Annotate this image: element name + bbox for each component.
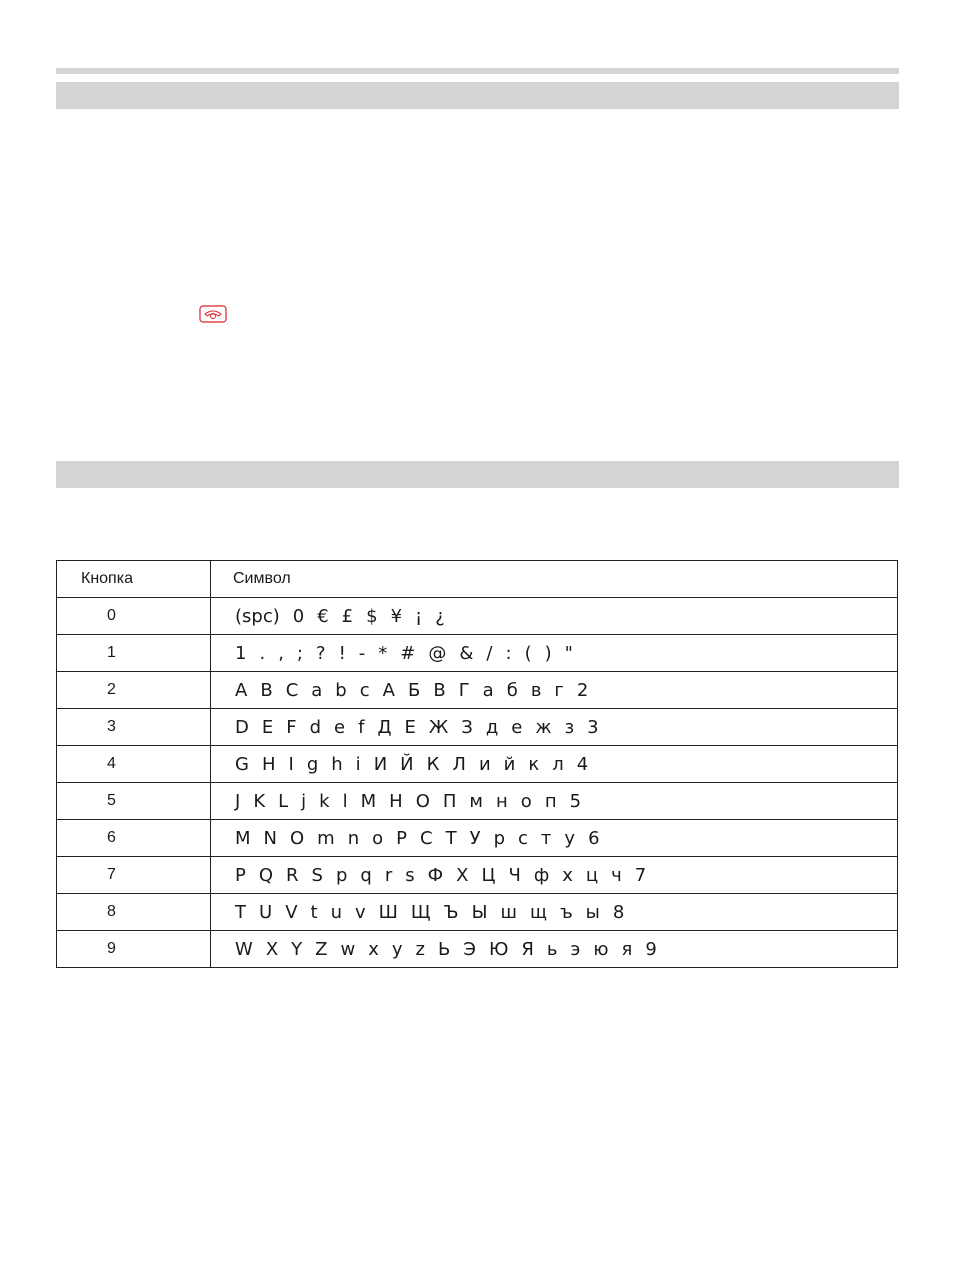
symbol: с [518, 827, 528, 849]
symbol: $ [366, 605, 378, 627]
table-row [57, 857, 898, 894]
symbol: 5 [569, 790, 582, 812]
symbol: F [286, 716, 297, 738]
symbol-list [211, 635, 898, 672]
symbol: и [478, 753, 491, 775]
symbol: X [265, 938, 279, 960]
symbol-list [211, 672, 898, 709]
symbol: U [259, 901, 273, 923]
top-rule [56, 68, 899, 74]
symbol: ¿ [435, 605, 445, 627]
symbol: ъ [559, 901, 573, 923]
symbol: й [503, 753, 516, 775]
key-label: 1 [57, 635, 211, 672]
symbol: g [306, 753, 319, 775]
table-row [57, 672, 898, 709]
key-label: 5 [57, 783, 211, 820]
symbol: G [235, 753, 249, 775]
symbol: z [415, 938, 425, 960]
symbol: f [358, 716, 365, 738]
symbol: * [378, 642, 388, 664]
table-row [57, 894, 898, 931]
symbol: 9 [645, 938, 657, 960]
symbol: Э [463, 938, 476, 960]
symbol: я [621, 938, 633, 960]
symbol: з [564, 716, 575, 738]
symbol: ? [316, 642, 326, 664]
symbol: 3 [587, 716, 599, 738]
symbol: . [259, 642, 266, 664]
symbol: @ [428, 642, 447, 664]
symbol: j [301, 790, 307, 812]
symbol: А [382, 679, 395, 701]
symbol: М [360, 790, 377, 812]
symbol: Е [404, 716, 416, 738]
table-row [57, 635, 898, 672]
symbol-list [211, 783, 898, 820]
symbol-list [211, 931, 898, 968]
symbol: Й [400, 753, 414, 775]
symbol-list [211, 746, 898, 783]
symbol: v [355, 901, 366, 923]
symbol: ж [535, 716, 552, 738]
symbol: £ [341, 605, 354, 627]
symbol: J [235, 790, 241, 812]
symbol: € [317, 605, 329, 627]
symbol: q [360, 864, 372, 886]
symbol: Ъ [443, 901, 459, 923]
symbol: O [290, 827, 305, 849]
symbol: Y [291, 938, 303, 960]
symbol: л [552, 753, 564, 775]
table-row [57, 931, 898, 968]
symbol-list [211, 857, 898, 894]
symbol: ц [585, 864, 599, 886]
symbol: ¡ [415, 605, 423, 627]
key-label: 0 [57, 598, 211, 635]
column-header-symbol: Символ [211, 561, 898, 598]
symbol: L [278, 790, 289, 812]
symbol: Р [396, 827, 408, 849]
symbol: D [235, 716, 249, 738]
symbol: ш [500, 901, 517, 923]
symbol: d [309, 716, 322, 738]
symbol: Н [389, 790, 403, 812]
symbol: 0 [292, 605, 305, 627]
table-row [57, 598, 898, 635]
symbol: Щ [410, 901, 431, 923]
symbol: Д [377, 716, 392, 738]
symbol: Б [407, 679, 421, 701]
symbol-list [211, 598, 898, 635]
symbol: V [285, 901, 298, 923]
symbol: о [520, 790, 532, 812]
symbol: в [530, 679, 542, 701]
symbol: ы [585, 901, 600, 923]
symbol: ь [546, 938, 558, 960]
symbol: Х [456, 864, 469, 886]
symbol: З [461, 716, 473, 738]
symbol: д [485, 716, 499, 738]
symbol: Я [521, 938, 534, 960]
symbol: к [528, 753, 540, 775]
symbol: р [493, 827, 505, 849]
symbol: B [260, 679, 273, 701]
symbol-list [211, 820, 898, 857]
symbol: Т [445, 827, 457, 849]
symbol: N [263, 827, 277, 849]
symbol: W [235, 938, 253, 960]
symbol-list [211, 894, 898, 931]
symbol: ч [611, 864, 622, 886]
symbol: Ж [428, 716, 449, 738]
symbol: - [358, 642, 366, 664]
symbol: ю [593, 938, 609, 960]
symbol: К [426, 753, 440, 775]
symbol: ( [524, 642, 532, 664]
symbol: / [486, 642, 493, 664]
symbol: б [506, 679, 518, 701]
symbol: И [373, 753, 388, 775]
symbol: M [235, 827, 251, 849]
symbol: P [235, 864, 246, 886]
symbol: o [372, 827, 384, 849]
symbol: у [564, 827, 576, 849]
symbol: Ч [508, 864, 521, 886]
symbol: ) [544, 642, 552, 664]
symbol: ; [296, 642, 303, 664]
symbol: а [482, 679, 494, 701]
symbol: : [505, 642, 512, 664]
symbol: Ш [378, 901, 398, 923]
symbol: m [317, 827, 335, 849]
section-header-band [56, 461, 899, 488]
symbol: 1 [235, 642, 247, 664]
symbol: E [261, 716, 274, 738]
table-header-row [57, 561, 898, 598]
symbol: щ [529, 901, 547, 923]
symbol: П [442, 790, 457, 812]
symbol: т [540, 827, 552, 849]
symbol: ! [338, 642, 346, 664]
symbol: Ц [481, 864, 496, 886]
symbol: y [391, 938, 403, 960]
symbol: Ф [427, 864, 444, 886]
key-label: 8 [57, 894, 211, 931]
symbol-list [211, 709, 898, 746]
key-label: 4 [57, 746, 211, 783]
symbol: 4 [576, 753, 589, 775]
symbol: Г [458, 679, 470, 701]
symbol: r [384, 864, 393, 886]
key-label: 7 [57, 857, 211, 894]
key-label: 2 [57, 672, 211, 709]
symbol: г [554, 679, 564, 701]
symbol: О [415, 790, 430, 812]
section-header-band [56, 82, 899, 109]
symbol: э [570, 938, 581, 960]
symbol: c [359, 679, 370, 701]
symbol: " [564, 642, 573, 664]
symbol: R [286, 864, 299, 886]
table-row [57, 746, 898, 783]
symbol: e [334, 716, 346, 738]
symbol: l [342, 790, 348, 812]
key-label: 9 [57, 931, 211, 968]
symbol: В [433, 679, 446, 701]
symbol: w [340, 938, 356, 960]
symbol: s [405, 864, 415, 886]
key-symbol-table [56, 560, 898, 968]
symbol: Л [452, 753, 466, 775]
end-call-icon [199, 305, 227, 323]
symbol: , [278, 642, 284, 664]
key-label: 3 [57, 709, 211, 746]
symbol: I [288, 753, 294, 775]
symbol: a [311, 679, 323, 701]
table-row [57, 820, 898, 857]
symbol: 6 [588, 827, 600, 849]
symbol: С [420, 827, 433, 849]
symbol: (spc) [235, 605, 280, 627]
symbol: м [469, 790, 484, 812]
symbol: n [347, 827, 360, 849]
symbol: 7 [634, 864, 647, 886]
symbol: K [253, 790, 266, 812]
symbol: 2 [576, 679, 589, 701]
symbol: S [311, 864, 323, 886]
symbol: 8 [612, 901, 625, 923]
symbol: н [496, 790, 508, 812]
symbol: C [285, 679, 299, 701]
symbol: u [330, 901, 342, 923]
table-row [57, 709, 898, 746]
symbol: п [544, 790, 557, 812]
symbol: ф [533, 864, 550, 886]
symbol: T [235, 901, 246, 923]
symbol: t [310, 901, 318, 923]
symbol: i [355, 753, 361, 775]
symbol: # [400, 642, 416, 664]
symbol: Q [258, 864, 274, 886]
symbol: Ь [438, 938, 451, 960]
symbol: h [331, 753, 343, 775]
symbol: p [335, 864, 348, 886]
symbol: ¥ [390, 605, 403, 627]
key-label: 6 [57, 820, 211, 857]
symbol: Z [315, 938, 328, 960]
symbol: H [261, 753, 276, 775]
symbol: x [368, 938, 379, 960]
symbol: У [469, 827, 481, 849]
symbol: A [235, 679, 248, 701]
symbol: е [511, 716, 523, 738]
symbol: Ы [471, 901, 488, 923]
column-header-key: Кнопка [57, 561, 211, 598]
symbol: & [459, 642, 474, 664]
symbol: k [319, 790, 330, 812]
symbol: Ю [488, 938, 509, 960]
table-row [57, 783, 898, 820]
symbol: b [335, 679, 347, 701]
symbol: х [562, 864, 573, 886]
